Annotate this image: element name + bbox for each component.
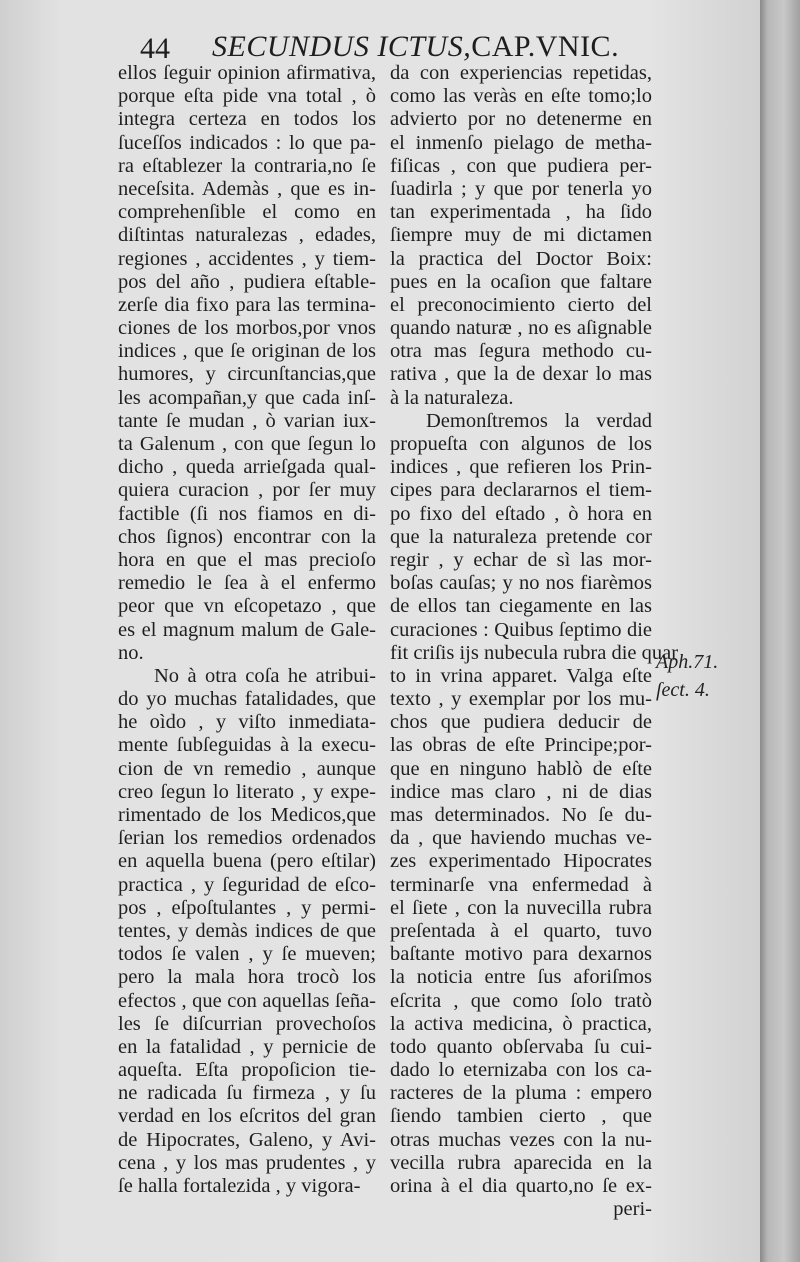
text-line: zerſe dia fixo para las termina- [118,293,376,316]
text-line: fit criſis ijs nubecula rubra die quar [390,641,679,664]
text-line: ſuadirla ; y que por tenerla yo [390,177,652,200]
text-line: la activa medicina, ò practica, [390,1012,652,1035]
text-line: to in vrina apparet. Valga eſte [390,664,652,687]
margin-note-line: Aph.71. [656,651,719,673]
text-line: les acompañan,y que cada inſ- [118,386,376,409]
text-line: diſtintas naturalezas , edades, [118,224,376,247]
text-line: cena , y los mas prudentes , y [118,1151,376,1174]
text-line: dado lo eternizaba con los ca- [390,1059,652,1082]
text-line: no. [118,641,144,664]
text-line: que en ninguno hablò de eſte [390,757,652,780]
text-line: practica , y ſeguridad de eſco- [118,873,376,896]
page-number: 44 [140,32,170,65]
text-line: todo quanto obſervaba ſu cui- [390,1035,652,1058]
text-line: otra mas ſegura methodo cu- [390,340,652,363]
text-line: peri- [613,1198,652,1221]
margin-citation [656,648,756,704]
text-line: creo ſegun lo literato , y expe- [118,780,376,803]
text-line: curaciones : Quibus ſeptimo die [390,618,652,641]
text-line: ne radicada ſu firmeza , y ſu [118,1082,376,1105]
text-line: ta Galenum , con que ſegun lo [118,433,376,455]
text-line: ſiendo tambien cierto , que [390,1105,652,1128]
text-line: pos , eſpoſtulantes , y permi- [118,896,376,919]
text-line: boſas cauſas; y no nos fiarèmos [390,572,652,595]
text-line: regiones , accidentes , y tiem- [118,247,376,270]
text-line: neceſsita. Ademàs , que es in- [118,177,376,200]
text-line: cion de vn remedio , aunque [118,757,376,780]
facing-page-edge [760,0,800,1262]
text-line: efectos , que con aquellas ſeña- [118,989,376,1012]
text-line: po fixo del eſtado , ò hora en [390,502,652,525]
text-line: otras muchas vezes con la nu- [390,1128,652,1151]
text-line: ſiempre muy de mi dictamen [390,224,652,247]
text-line: la practica del Doctor Boix: [390,247,652,270]
text-line: el ſiete , con la nuvecilla rubra [390,896,652,919]
text-line: mas determinados. No ſe du- [390,804,652,826]
text-line: ſuceſſos indicados : lo que pa- [118,131,376,154]
text-line: tentes, y demàs indices de que [118,919,376,942]
text-line: advierto por no detenerme en [390,108,652,131]
text-line: da , que haviendo muchas ve- [390,827,652,850]
text-line: ellos ſeguir opinion afirmativa, [118,62,376,84]
text-line: comprehenſible el como en [118,201,376,224]
text-line: quando naturæ , no es aſignable [390,317,652,340]
text-line: la noticia entre ſus aforiſmos [390,966,652,989]
text-line: de Hipocrates, Galeno, y Avi- [118,1128,376,1151]
text-line: ſerian los remedios ordenados [118,827,376,850]
text-line: rativa , que la de dexar lo mas [390,363,652,386]
text-line: regir , y echar de sì las mor- [390,548,652,571]
text-line: chos que pudiera deducir de [390,711,652,734]
text-line: mente ſubſeguidas à la execu- [118,734,376,757]
text-line: porque eſta pide vna total , ò [118,85,376,108]
right-text-column [390,62,679,1221]
text-line: do yo muchas fatalidades, que [118,688,376,711]
text-line: Demonſtremos la verdad [426,409,652,432]
text-line: fiſicas , con que pudiera per- [390,154,652,177]
text-line: dicho , queda arrieſgada qual- [118,456,376,479]
text-line: à la naturaleza. [390,386,514,409]
title-italic: SECUNDUS ICTUS, [212,30,472,63]
text-line: vecilla rubra aparecida en la [390,1151,652,1174]
text-line: texto , y exemplar por los mu- [390,688,652,711]
text-line: peor que vn eſcopetazo , que [118,595,376,618]
text-line: integra certeza en todos los [118,108,376,131]
text-line: indices , que ſe originan de los [118,340,376,363]
text-line: ſe halla fortalezida , y vigora- [118,1175,361,1197]
text-line: que la naturaleza pretende cor [390,525,652,548]
text-line: terminarſe vna enfermedad à [390,873,652,896]
text-line: de ellos tan ciegamente en las [390,595,652,618]
text-line: las obras de eſte Principe;por- [390,734,652,757]
text-line: tante ſe mudan , ò varian iux- [118,409,376,432]
text-line: indices , que refieren los Prin- [390,456,652,479]
text-line: el inmenſo pielago de metha- [390,131,652,154]
left-text-column [118,62,376,1198]
text-line: propueſta con algunos de los [390,433,652,455]
text-line: eſcrita , que como ſolo tratò [390,989,652,1012]
text-line: quiera curacion , por ſer muy [118,479,376,502]
text-line: ciones de los morbos,por vnos [118,317,376,340]
text-line: tan experimentada , ha ſido [390,201,652,224]
text-line: pos del año , pudiera eſtable- [118,270,376,293]
text-line: orina à el dia quarto,no ſe ex- [390,1175,652,1197]
chapter-title [212,30,619,64]
text-line: les ſe diſcurrian provechoſos [118,1012,376,1035]
text-line: rimentado de los Medicos,que [118,804,376,826]
text-line: indice mas claro , ni de dias [390,780,652,803]
margin-note-line: ſect. 4. [656,679,710,701]
text-line: he oìdo , y viſto inmediata- [118,711,376,734]
text-line: humores, y circunſtancias,que [118,363,376,386]
text-line: en la fatalidad , y pernicie de [118,1035,376,1058]
text-line: da con experiencias repetidas, [390,62,652,84]
text-line: pues en la ocaſion que faltare [390,270,652,293]
text-line: es el magnum malum de Gale- [118,618,376,641]
text-line: remedio le ſea à el enfermo [118,572,376,595]
text-line: cipes para declararnos el tiem- [390,479,652,502]
text-line: baſtante motivo para dexarnos [390,943,652,966]
text-line: hora en que el mas precioſo [118,548,376,571]
text-line: el preconocimiento cierto del [390,293,652,316]
text-line: aqueſta. Eſta propoſicion tie- [118,1059,376,1082]
text-line: zes experimentado Hipocrates [390,850,652,873]
text-line: como las veràs en eſte tomo;lo [390,85,652,108]
text-line: preſentada à el quarto, tuvo [390,919,652,942]
text-line: todos ſe valen , y ſe mueven; [118,943,376,966]
title-roman: CAP.VNIC. [471,30,620,63]
text-line: verdad en los eſcritos del gran [118,1105,376,1128]
text-line: No à otra coſa he atribui- [154,664,376,687]
text-line: chos ſignos) encontrar con la [118,525,376,548]
text-line: pero la mala hora trocò los [118,966,376,989]
text-line: ra eſtablezer la contraria,no ſe [118,154,376,177]
text-line: factible (ſi nos fiamos en di- [118,502,376,525]
text-line: en aquella buena (pero eſtilar) [118,850,376,873]
text-line: racteres de la pluma : empero [390,1082,652,1105]
